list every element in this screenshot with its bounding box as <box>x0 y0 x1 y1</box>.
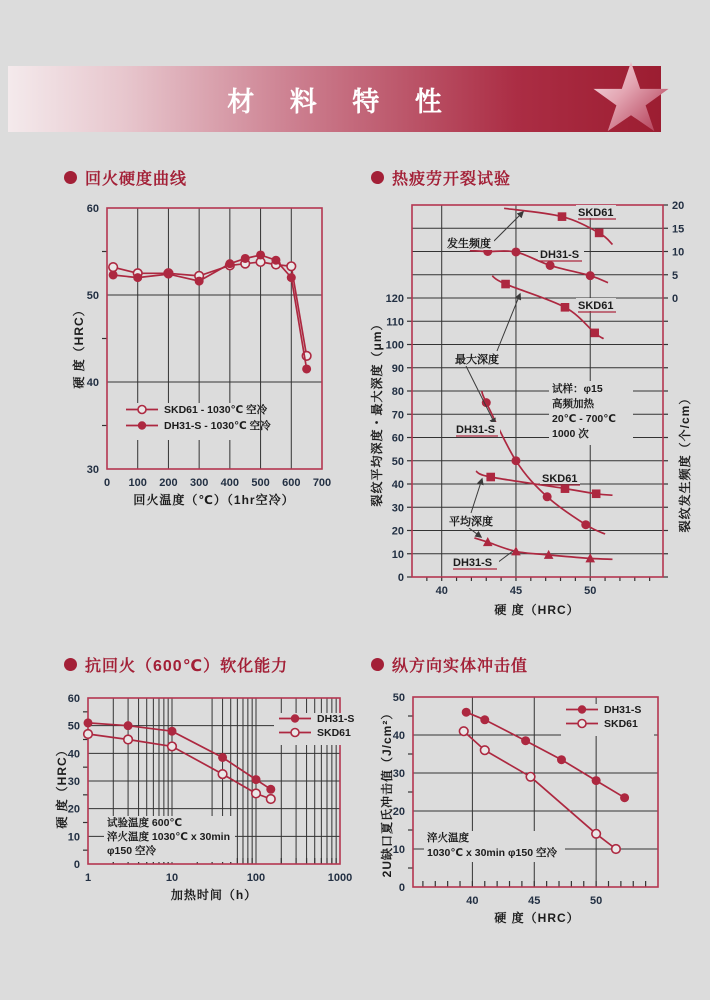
svg-text:SKD61: SKD61 <box>578 207 614 219</box>
svg-text:DH31-S: DH31-S <box>540 249 580 261</box>
svg-text:φ150 空冷: φ150 空冷 <box>107 845 156 857</box>
svg-text:淬火温度: 淬火温度 <box>427 832 469 844</box>
svg-text:试验温度 600℃: 试验温度 600℃ <box>107 817 183 829</box>
svg-text:20: 20 <box>672 200 685 212</box>
note-block <box>104 816 235 862</box>
svg-text:SKD61: SKD61 <box>542 473 578 485</box>
annotation <box>446 236 494 250</box>
svg-text:400: 400 <box>220 477 240 489</box>
svg-text:试样：φ15: 试样：φ15 <box>552 383 603 395</box>
svg-text:100: 100 <box>385 339 404 352</box>
svg-text:30: 30 <box>86 464 99 476</box>
section-heading-label: 纵方向实体冲击值 <box>392 658 529 675</box>
svg-text:0: 0 <box>397 572 404 584</box>
svg-text:40: 40 <box>392 730 405 742</box>
section-heading-label: 回火硬度曲线 <box>85 171 188 188</box>
annotation-arrow <box>497 294 520 351</box>
svg-text:200: 200 <box>159 477 178 489</box>
legend <box>121 403 271 440</box>
svg-text:15: 15 <box>672 223 685 236</box>
legend <box>274 713 354 745</box>
annotation <box>447 514 493 528</box>
svg-text:20: 20 <box>392 806 405 818</box>
svg-text:30: 30 <box>67 776 80 788</box>
annotation <box>540 471 580 485</box>
svg-text:SKD61: SKD61 <box>604 718 638 730</box>
annotation <box>576 205 616 219</box>
svg-text:50: 50 <box>86 290 99 302</box>
annotation <box>451 555 499 569</box>
section-heading-label: 热疲劳开裂试验 <box>392 171 512 188</box>
chart-tempering-hardness <box>71 203 331 507</box>
svg-text:60: 60 <box>67 693 80 705</box>
svg-text:40: 40 <box>86 377 99 389</box>
svg-text:加热时间（h）: 加热时间（h） <box>170 888 258 902</box>
svg-text:50: 50 <box>67 720 80 733</box>
svg-text:90: 90 <box>391 362 404 375</box>
svg-text:DH31-S: DH31-S <box>456 424 496 436</box>
svg-text:40: 40 <box>391 479 404 491</box>
svg-text:10: 10 <box>672 246 685 259</box>
svg-text:SKD61 - 1030℃ 空冷: SKD61 - 1030℃ 空冷 <box>164 404 268 416</box>
svg-text:DH31-S - 1030℃ 空冷: DH31-S - 1030℃ 空冷 <box>164 420 271 432</box>
annotation <box>453 352 499 366</box>
svg-text:裂纹平均深度・最大深度（μm）: 裂纹平均深度・最大深度（μm） <box>370 317 384 507</box>
svg-text:发生频度: 发生频度 <box>447 238 491 250</box>
svg-text:1030℃ x 30min φ150 空冷: 1030℃ x 30min φ150 空冷 <box>427 847 557 859</box>
svg-text:2U缺口夏氏冲击值（J/cm²）: 2U缺口夏氏冲击值（J/cm²） <box>380 706 394 878</box>
legend <box>561 704 654 736</box>
svg-text:1: 1 <box>84 872 92 884</box>
svg-text:700: 700 <box>312 477 332 489</box>
svg-text:500: 500 <box>251 477 270 489</box>
svg-text:60: 60 <box>391 432 404 445</box>
annotation-arrow <box>469 528 481 537</box>
annotation <box>576 298 616 312</box>
svg-text:50: 50 <box>392 692 405 704</box>
note-block <box>424 831 565 862</box>
svg-text:硬 度（HRC）: 硬 度（HRC） <box>494 911 580 925</box>
chart-thermal-fatigue <box>369 200 692 617</box>
svg-text:硬 度（HRC）: 硬 度（HRC） <box>494 603 580 617</box>
svg-text:300: 300 <box>189 477 209 489</box>
note-block <box>549 381 633 445</box>
svg-text:100: 100 <box>128 477 147 489</box>
svg-text:20: 20 <box>391 525 404 538</box>
svg-text:SKD61: SKD61 <box>317 727 351 739</box>
svg-text:60: 60 <box>86 203 99 215</box>
svg-text:DH31-S: DH31-S <box>604 704 642 716</box>
svg-text:1000 次: 1000 次 <box>552 428 589 440</box>
svg-text:DH31-S: DH31-S <box>453 557 493 569</box>
svg-text:回火温度（℃）（1hr空冷）: 回火温度（℃）（1hr空冷） <box>133 493 295 507</box>
page-title: 材 料 特 性 <box>227 86 456 117</box>
svg-text:硬 度（HRC）: 硬 度（HRC） <box>55 743 69 829</box>
svg-text:100: 100 <box>246 872 266 884</box>
annotation <box>454 422 500 436</box>
chart-longitudinal-impact <box>379 692 658 925</box>
annotation-arrow <box>494 212 523 241</box>
svg-text:50: 50 <box>590 895 603 907</box>
svg-text:70: 70 <box>391 409 404 422</box>
svg-text:裂纹发生频度（个/cm）: 裂纹发生频度（个/cm） <box>678 391 692 533</box>
svg-text:平均深度: 平均深度 <box>449 516 493 528</box>
svg-text:SKD61: SKD61 <box>578 300 614 312</box>
svg-text:110: 110 <box>386 316 404 329</box>
svg-text:120: 120 <box>385 293 404 305</box>
tick-labels <box>87 203 331 489</box>
svg-text:600: 600 <box>282 477 301 489</box>
annotation <box>538 247 584 261</box>
section-heading-label: 抗回火（600℃）软化能力 <box>85 658 289 675</box>
svg-text:10: 10 <box>165 872 179 884</box>
axis-labels <box>379 707 580 925</box>
svg-text:最大深度: 最大深度 <box>455 354 499 366</box>
svg-text:45: 45 <box>509 585 523 597</box>
svg-text:5: 5 <box>672 269 679 282</box>
svg-text:40: 40 <box>67 748 80 761</box>
svg-text:1000: 1000 <box>327 872 353 884</box>
svg-text:20: 20 <box>67 803 80 816</box>
svg-text:10: 10 <box>67 831 80 844</box>
svg-text:80: 80 <box>391 386 404 398</box>
annotation-connector <box>497 551 513 563</box>
svg-text:30: 30 <box>391 502 404 515</box>
svg-text:硬 度（HRC）: 硬 度（HRC） <box>72 303 86 389</box>
svg-text:0: 0 <box>103 477 111 489</box>
chart-softening-resistance <box>54 693 354 902</box>
svg-text:淬火温度 1030℃ x 30min: 淬火温度 1030℃ x 30min <box>107 831 231 843</box>
svg-text:高频加热: 高频加热 <box>552 398 594 410</box>
svg-text:10: 10 <box>391 548 404 561</box>
series-DH31-S <box>84 718 276 793</box>
svg-text:40: 40 <box>466 895 479 907</box>
svg-text:40: 40 <box>435 585 448 597</box>
svg-text:0: 0 <box>398 882 405 894</box>
svg-text:DH31-S: DH31-S <box>317 713 355 725</box>
svg-text:50: 50 <box>391 455 404 468</box>
svg-text:30: 30 <box>392 768 405 780</box>
svg-text:20℃ - 700℃: 20℃ - 700℃ <box>552 413 616 425</box>
axis-labels <box>369 317 692 617</box>
svg-text:0: 0 <box>672 293 679 305</box>
annotation-arrow <box>466 366 495 424</box>
svg-text:45: 45 <box>528 895 541 907</box>
svg-text:0: 0 <box>73 859 80 871</box>
series-SKD61 <box>109 258 311 361</box>
svg-text:50: 50 <box>584 585 597 597</box>
svg-text:10: 10 <box>392 844 405 856</box>
series-SKD61 <box>84 730 275 804</box>
